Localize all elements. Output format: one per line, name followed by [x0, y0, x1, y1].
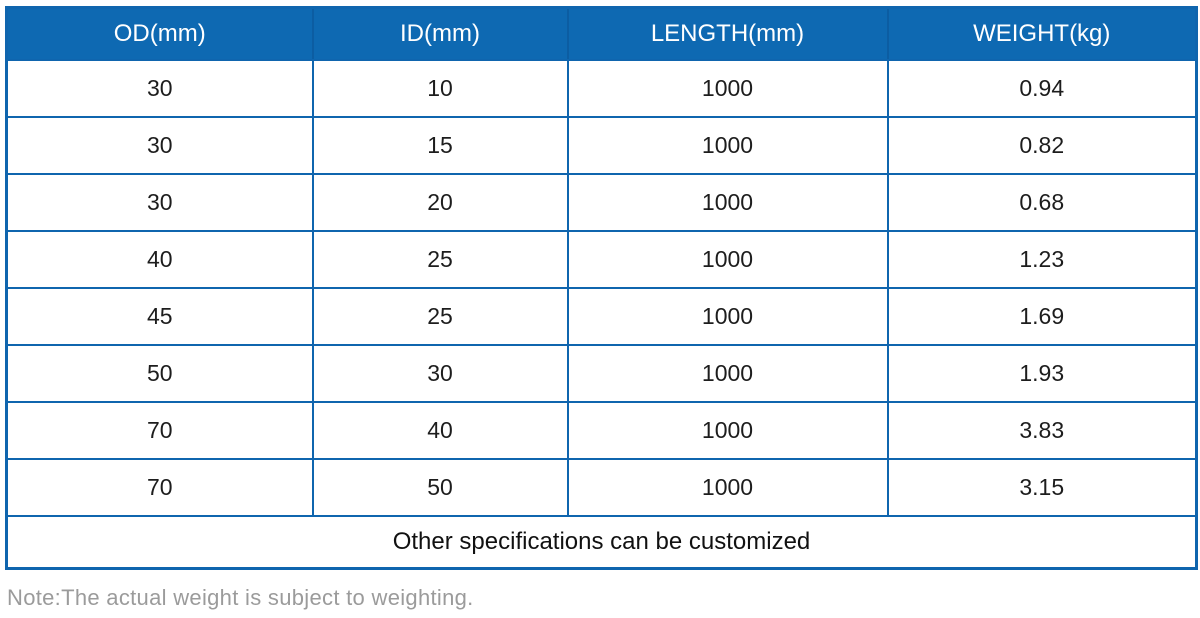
table-cell: 1.93 — [888, 345, 1197, 402]
table-cell: 0.94 — [888, 60, 1197, 117]
table-row — [7, 345, 1197, 402]
table-cell: 3.15 — [888, 459, 1197, 516]
table-cell: 40 — [313, 402, 568, 459]
table-cell: 1000 — [568, 231, 888, 288]
table-footer-row — [7, 516, 1197, 569]
table-row — [7, 288, 1197, 345]
table-cell: 70 — [7, 402, 313, 459]
table-cell: 10 — [313, 60, 568, 117]
header-od: OD(mm) — [7, 8, 313, 61]
table-cell: 25 — [313, 288, 568, 345]
table-cell: 30 — [7, 60, 313, 117]
table-cell: 1.23 — [888, 231, 1197, 288]
table-cell: 1000 — [568, 345, 888, 402]
table-cell: 1.69 — [888, 288, 1197, 345]
table-cell: 3.83 — [888, 402, 1197, 459]
table-cell: 1000 — [568, 117, 888, 174]
table-footer-note: Other specifications can be customized — [7, 516, 1197, 569]
table-cell: 70 — [7, 459, 313, 516]
weight-note: Note:The actual weight is subject to weighting. — [7, 585, 474, 610]
table-row — [7, 459, 1197, 516]
table-cell: 50 — [313, 459, 568, 516]
table-cell: 1000 — [568, 402, 888, 459]
table-cell: 1000 — [568, 60, 888, 117]
table-cell: 30 — [7, 117, 313, 174]
header-id: ID(mm) — [313, 8, 568, 61]
table-cell: 50 — [7, 345, 313, 402]
table-row — [7, 117, 1197, 174]
table-row — [7, 60, 1197, 117]
table-row — [7, 231, 1197, 288]
table-cell: 15 — [313, 117, 568, 174]
table-cell: 1000 — [568, 459, 888, 516]
header-length: LENGTH(mm) — [568, 8, 888, 61]
table-cell: 45 — [7, 288, 313, 345]
table-cell: 0.82 — [888, 117, 1197, 174]
spec-table — [5, 6, 1198, 570]
table-cell: 30 — [7, 174, 313, 231]
table-cell: 40 — [7, 231, 313, 288]
table-cell: 1000 — [568, 288, 888, 345]
table-header-row — [7, 8, 1197, 61]
header-weight: WEIGHT(kg) — [888, 8, 1197, 61]
table-row — [7, 402, 1197, 459]
table-cell: 25 — [313, 231, 568, 288]
table-cell: 1000 — [568, 174, 888, 231]
table-cell: 30 — [313, 345, 568, 402]
table-cell: 0.68 — [888, 174, 1197, 231]
table-cell: 20 — [313, 174, 568, 231]
table-row — [7, 174, 1197, 231]
